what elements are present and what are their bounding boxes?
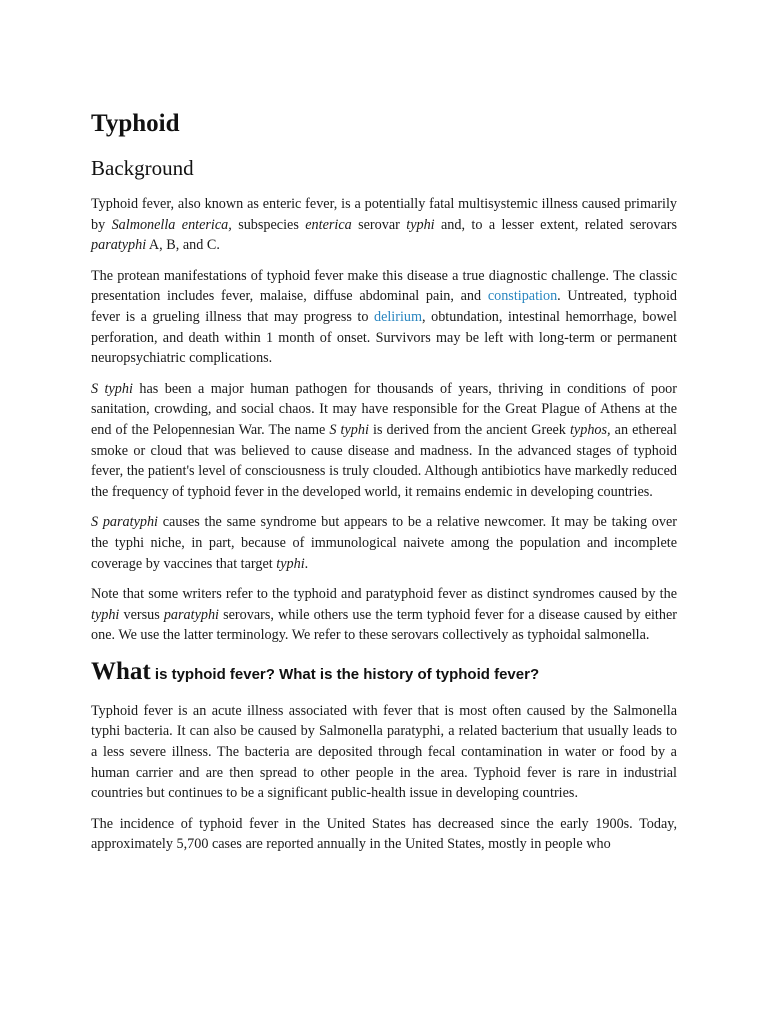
italic-term: paratyphi xyxy=(91,237,147,254)
italic-term: paratyphi xyxy=(163,606,219,623)
italic-term: typhi xyxy=(91,606,120,623)
heading-rest: is typhoid fever? What is the history of typhoid fever? xyxy=(150,665,540,683)
text-run: subspecies xyxy=(231,216,306,233)
document-page xyxy=(91,108,677,865)
italic-term: enterica xyxy=(305,216,352,233)
paragraph-incidence: The incidence of typhoid fever in the United States has decreased since the early 1900s. Today, approximately 5,700 cases are reported annually in the United States, mostly in people who xyxy=(91,815,677,853)
text-run: has been a major human pathogen for thousands of years, thriving in conditions of poor sanitation, crowding, and social chaos. It may have responsible for the Great Plague of Athens at the end of the Pelopennesian War. The name xyxy=(91,380,677,438)
italic-term: S typhi xyxy=(91,380,133,397)
constipation-link[interactable]: constipation xyxy=(487,288,558,305)
paragraph-history xyxy=(91,379,677,503)
italic-term: typhi xyxy=(406,216,435,233)
text-run: Typhoid fever, also known as enteric fever, is a potentially fatal multisystemic illness caused primarily by xyxy=(91,196,677,233)
section-heading-what-is xyxy=(91,656,677,691)
text-run: and, to a lesser extent, related serovars xyxy=(434,216,677,233)
italic-term: S typhi xyxy=(329,421,369,438)
italic-term: S paratyphi xyxy=(91,514,159,531)
text-run: serovars, while others use the term typhoid fever for a disease caused by either one. We use the latter terminology. We refer to these serovars collectively as typhoidal salmonella. xyxy=(91,606,677,644)
paragraph-terminology xyxy=(91,584,677,646)
text-run: . xyxy=(304,555,309,572)
text-run: A, B, and C. xyxy=(146,237,220,254)
italic-term: typhos, xyxy=(569,421,611,438)
text-run: The protean manifestations of typhoid fever make this disease a true diagnostic challenge. The classic presentation includes fever, malaise, diffuse abdominal pain, and xyxy=(91,267,677,305)
paragraph-manifestations xyxy=(91,266,677,369)
paragraph-definition xyxy=(91,194,677,256)
page-title: Typhoid xyxy=(91,110,180,137)
text-run: an ethereal smoke or cloud that was believed to cause disease and madness. In the advanced stages of typhoid fever, the patient's level of consciousness is truly clouded. Although antibiotics have markedly reduced the frequency of typhoid fever in the developed world, it remains endemic in developing countries. xyxy=(91,421,678,500)
text-run: . Untreated, typhoid fever is a grueling illness that may progress to xyxy=(91,288,677,325)
text-run: Note that some writers refer to the typhoid and paratyphoid fever as distinct syndromes caused by the xyxy=(91,586,677,603)
text-run: causes the same syndrome but appears to be a relative newcomer. It may be taking over the typhi niche, in part, because of immunological naivete among the population and incomplete coverage by vaccines that target xyxy=(91,514,678,572)
italic-term: typhi xyxy=(276,555,305,572)
delirium-link[interactable]: delirium xyxy=(373,308,423,325)
heading-lead-word: What xyxy=(91,657,151,685)
text-run: is derived from the ancient Greek xyxy=(368,421,570,438)
text-run: , obtundation, intestinal hemorrhage, bowel perforation, and death within 1 month of onset. Survivors may be left with long-term or permanent neuropsychiatric complications. xyxy=(91,308,677,367)
italic-term: Salmonella enterica, xyxy=(111,216,232,233)
text-run: serovar xyxy=(351,216,407,233)
paragraph-paratyphi xyxy=(91,512,677,574)
paragraph-overview: Typhoid fever is an acute illness associated with fever that is most often caused by the Salmonella typhi bacteria. It can also be caused by Salmonella paratyphi, a related bacterium that usually leads to a less severe illness. The bacteria are deposited through fecal contamination in water or food by a human carrier and are then spread to other people in the area. Typhoid fever is rare in industrial countries but continues to be a significant public-health issue in developing countries. xyxy=(91,702,677,802)
section-heading-background: Background xyxy=(91,156,194,180)
text-run: versus xyxy=(119,606,164,623)
